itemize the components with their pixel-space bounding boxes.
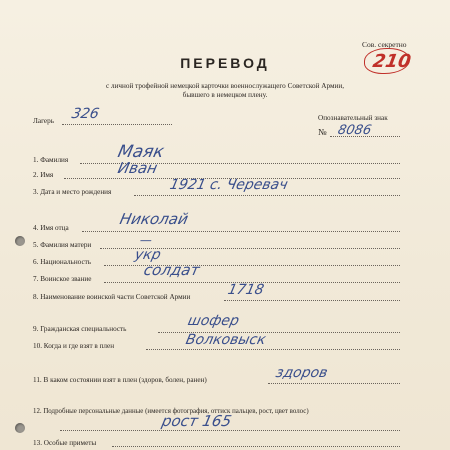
- field-label-father-name: 4. Имя отца: [33, 224, 69, 232]
- field-value-capture-place: Волковыск: [184, 332, 268, 348]
- field-value-father-name: Николай: [118, 210, 190, 228]
- field-label-military-unit: 8. Наименование воинской части Советской Армии: [33, 293, 191, 301]
- field-label-mother-surname: 5. Фамилия матери: [33, 241, 92, 249]
- field-line: [82, 231, 400, 232]
- field-value-mother-surname: —: [138, 233, 154, 247]
- subtitle-line-2: бывшего в немецком плену.: [182, 91, 268, 99]
- field-line: [268, 383, 400, 384]
- field-label-civil-specialty: 9. Гражданская специальность: [33, 325, 127, 333]
- subtitle-line-1: с личной трофейной немецкой карточки военнослужащего Советской Армии,: [106, 82, 344, 90]
- field-label-nationality: 6. Национальность: [33, 258, 92, 266]
- field-label-rank: 7. Воинское звание: [33, 275, 92, 283]
- field-value-civil-specialty: шофер: [186, 313, 241, 329]
- field-value-capture-condition: здоров: [274, 365, 330, 381]
- punch-hole: [15, 423, 25, 433]
- field-value-birth: 1921 с. Черевач: [168, 177, 290, 193]
- punch-hole: [15, 236, 25, 246]
- field-value-name: Иван: [116, 159, 160, 177]
- field-line: [146, 349, 400, 350]
- field-label-surname: 1. Фамилия: [33, 156, 69, 164]
- id-mark-value: 8086: [336, 123, 373, 138]
- field-line: [134, 195, 400, 196]
- camp-line: [62, 124, 172, 125]
- field-value-personal-data: рост 165: [160, 412, 234, 430]
- id-mark-label: Опознавательный знак: [318, 114, 388, 122]
- field-label-special-marks: 13. Особые приметы: [33, 439, 97, 447]
- classification-label: Сов. секретно: [362, 40, 407, 49]
- red-archive-number: 210: [371, 51, 413, 72]
- field-value-nationality: укр: [133, 247, 163, 263]
- field-label-name: 2. Имя: [33, 171, 54, 179]
- document-title: ПЕРЕВОД: [180, 55, 270, 71]
- field-line: [112, 446, 400, 447]
- field-label-personal-data: 12. Подробные персональные данные (имеется фотография, оттиск пальцев, рост, цвет волос): [33, 408, 309, 415]
- field-label-capture-place: 10. Когда и где взят в плен: [33, 342, 115, 350]
- field-value-military-unit: 1718: [226, 282, 266, 298]
- field-label-capture-condition: 11. В каком состоянии взят в плен (здоров, болен, ранен): [33, 376, 207, 384]
- camp-label: Лагерь: [33, 117, 54, 125]
- field-value-surname: Маяк: [115, 142, 166, 162]
- camp-value: 326: [70, 106, 101, 122]
- field-value-rank: солдат: [142, 261, 202, 279]
- field-label-birth: 3. Дата и место рождения: [33, 188, 112, 196]
- id-number-prefix: №: [318, 127, 327, 137]
- field-line: [60, 430, 400, 431]
- field-line: [224, 300, 400, 301]
